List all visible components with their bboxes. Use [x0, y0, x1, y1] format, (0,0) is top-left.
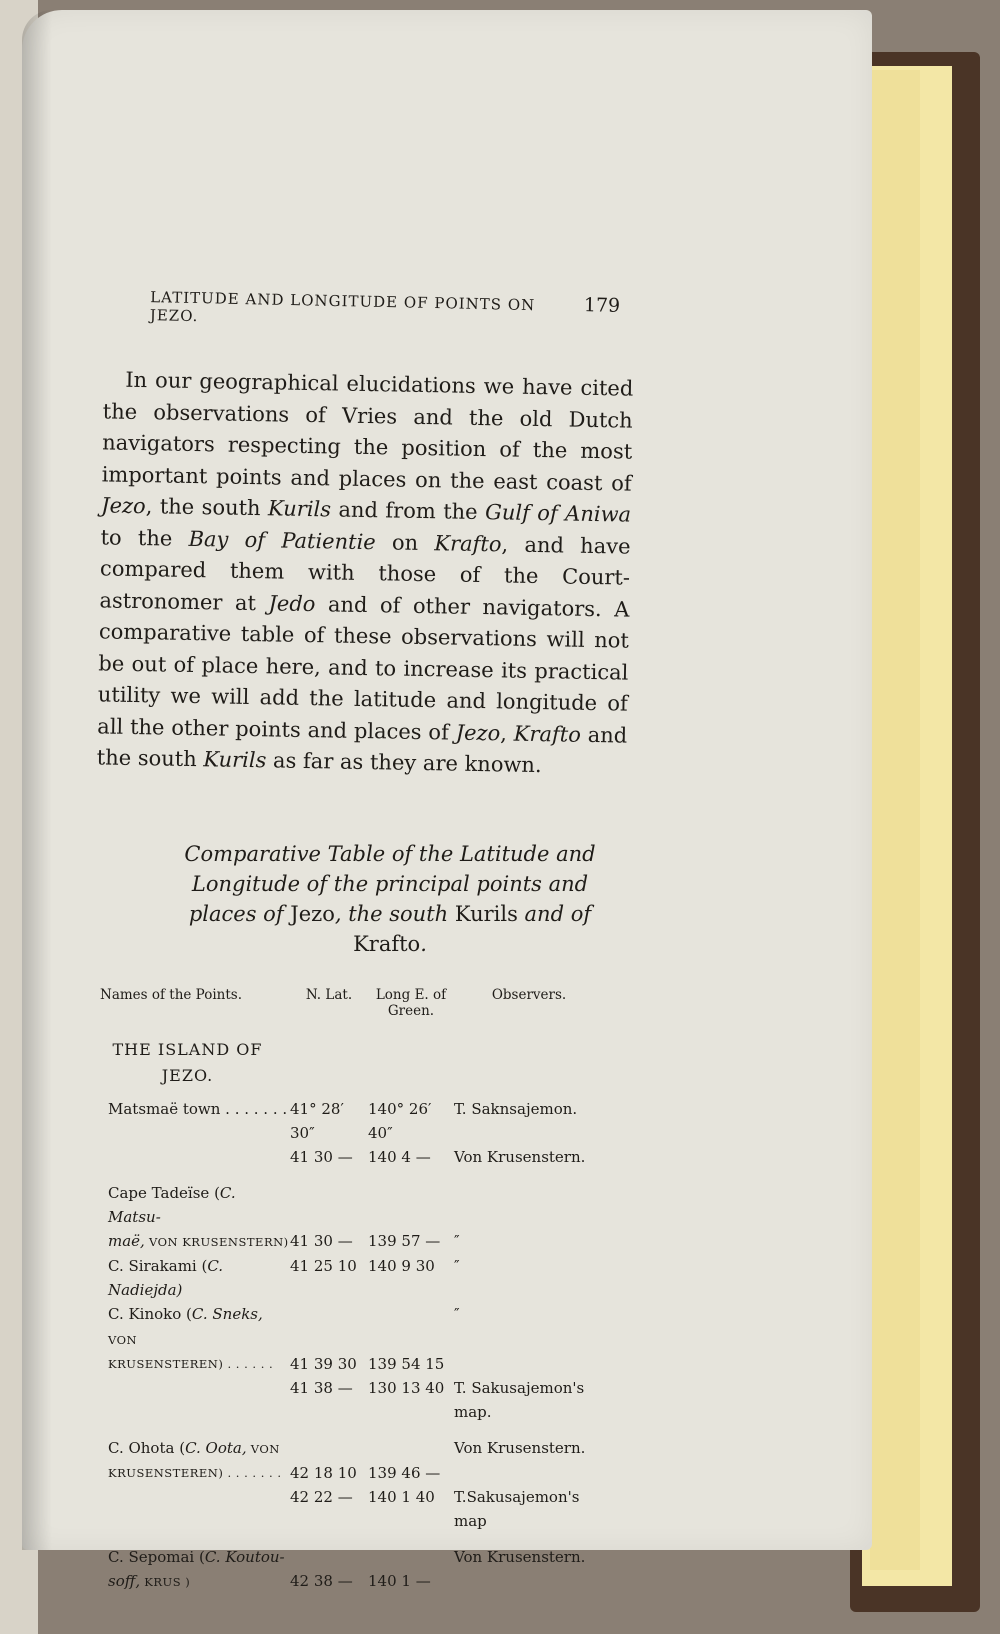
table-row: C. Ohota (C. Oota, VON Von Krusenstern.	[108, 1438, 586, 1457]
coordinates-table	[100, 987, 630, 1594]
table-header	[100, 987, 630, 1019]
running-title: LATITUDE AND LONGITUDE OF POINTS ON JEZO.	[149, 288, 536, 326]
table-caption: Comparative Table of the Latitude and Longitude of the principal points and places of Jezo, the south Kurils and of Krafto.	[184, 841, 596, 956]
table-row: KRUSENSTEREN) . . . . . . 41 39 30 139 54 15	[108, 1354, 445, 1373]
table-row: soff, KRUS ) 42 38 — 140 1 —	[108, 1571, 431, 1590]
header-observers: Observers.	[491, 986, 567, 1003]
page-gutter-shadow	[22, 10, 52, 1550]
table-row: 41 30 — 140 4 — Von Krusenstern.	[290, 1147, 586, 1166]
section-title: THE ISLAND OF JEZO.	[112, 1039, 263, 1085]
header-long: Long E. of Green.	[375, 986, 447, 1019]
table-row: 41 38 — 130 13 40 T. Sakusajemon's map.	[290, 1378, 585, 1421]
table-row: Matsmaë town . . . . . . . 41° 28′ 30″ 140° 26′ 40″ T. Saknsajemon.	[108, 1099, 578, 1142]
table-row: maë, VON KRUSENSTERN) 41 30 — 139 57 — ″	[108, 1231, 460, 1250]
table-row: C. Sirakami (C. Nadiejda) 41 25 10 140 9 30 ″	[108, 1256, 460, 1299]
intro-paragraph: In our geographical elucidations we have cited the observations of Vries and the old Dutch navigators respecting the position of the most important points and places on the east coast of Jezo, the south Kurils and from the Gulf of Aniwa to the Bay of Patientie on Krafto, and have compared them with those of the Court-astronomer at Jedo and of other navigators. A comparative table of these observations will not be out of place here, and to increase its practical utility we will add the latitude and longitude of all the other points and places of Jezo, Krafto and the south Kurils as far as they are known.	[96, 367, 634, 778]
header-names: Names of the Points.	[100, 986, 243, 1003]
header-lat: N. Lat.	[305, 986, 353, 1003]
endpaper-inner	[870, 70, 920, 1570]
table-row: KRUSENSTEREN) . . . . . . . 42 18 10 139 46 —	[108, 1463, 441, 1482]
page-number: 179	[583, 294, 621, 317]
table-row: 42 22 — 140 1 40 T.Sakusajemon's map	[290, 1487, 580, 1530]
table-row: C. Sepomai (C. Koutou- Von Krusenstern.	[108, 1547, 586, 1566]
table-row: C. Kinoko (C. Sneks, VON ″	[108, 1304, 460, 1347]
running-head	[150, 285, 621, 334]
table-row: Cape Tadeïse (C. Matsu-	[108, 1183, 236, 1226]
page-content	[96, 288, 634, 1594]
